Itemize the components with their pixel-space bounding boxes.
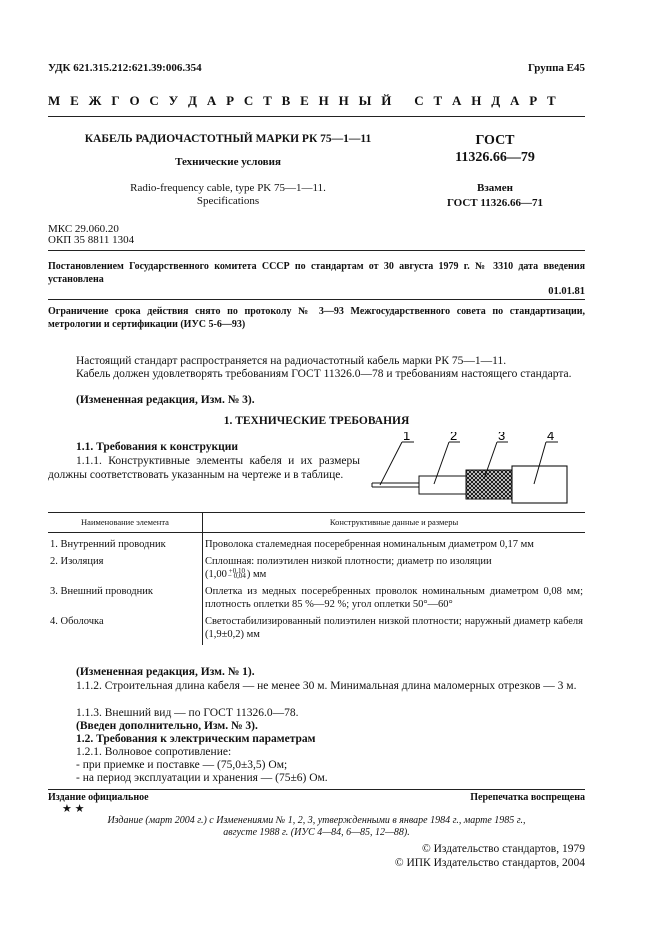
codes-divider [48, 250, 585, 251]
figure-label-4: 4 [547, 432, 555, 443]
row-element-data: Светостабилизированный полиэтилен низкой плотности; наружный диаметр кабеля (1,9±0,2) мм [203, 614, 586, 644]
insulation-formula: (1,00 +0,10 − 0,04) мм [205, 566, 267, 581]
footer-divider [48, 789, 585, 790]
intro-amendment: (Измененная редакция, Изм. № 3). [76, 394, 255, 406]
stars-mark: ★ ★ [62, 803, 85, 815]
mks-code: МКС 29.060.20 [48, 223, 119, 235]
table-header-row [48, 513, 585, 533]
section-1-heading: 1. ТЕХНИЧЕСКИЕ ТРЕБОВАНИЯ [223, 415, 410, 427]
intro-paragraph-2: Кабель должен удовлетворять требованиям ГОСТ 11326.0—78 и требованиям настоящего стандарта. [76, 368, 572, 380]
group-code: Группа Е45 [527, 62, 585, 74]
row-element-data [203, 554, 586, 584]
copyright-2004: © ИПК Издательство стандартов, 2004 [394, 857, 585, 869]
amendment-1: (Измененная редакция, Изм. № 1). [76, 666, 255, 678]
document-subtitle: Технические условия [175, 156, 281, 168]
edition-note-line-2: августе 1988 г. (ИУС 4—84, 6—85, 12—88). [223, 827, 410, 838]
english-title: Radio-frequency cable, type PK 75—1—11. [130, 182, 326, 194]
replaces-value: ГОСТ 11326.66—71 [446, 197, 544, 209]
insulation [419, 476, 469, 494]
replaces-label: Взамен [477, 182, 513, 194]
outer-braid [466, 470, 514, 499]
okp-code: ОКП 35 8811 1304 [48, 234, 135, 246]
table-row [48, 554, 585, 584]
construction-table [48, 512, 585, 645]
insulation-description: Сплошная: полиэтилен низкой плотности; диаметр по изоляции [205, 555, 492, 567]
udk-code: УДК 621.315.212:621.39:006.354 [48, 62, 202, 74]
row-element-name: 3. Внешний проводник [50, 586, 153, 597]
gost-label: ГОСТ [475, 133, 515, 148]
figure-label-2: 2 [450, 432, 458, 443]
header-divider [48, 116, 585, 117]
decree-text: Постановлением Государственного комитета СССР по стандартам от 30 августа 1979 г. № 3310 дата введения установлена [48, 261, 585, 285]
intro-paragraph-1: Настоящий стандарт распространяется на радиочастотный кабель марки РК 75—1—11. [76, 355, 507, 367]
english-subtitle: Specifications [196, 195, 260, 207]
table-row [48, 584, 585, 614]
paragraph-1-1-1: 1.1.1. Конструктивные элементы кабеля и их размеры должны соответствовать указанным на чертеже и в таблице. [48, 455, 360, 482]
edition-note-line-1: Издание (март 2004 г.) с Изменениями № 1, 2, 3, утвержденными в январе 1984 г., марте 1985 г., [107, 815, 526, 826]
subsection-1-1: 1.1. Требования к конструкции [76, 441, 238, 453]
table-row [48, 614, 585, 644]
table-header-element: Наименование элемента [48, 513, 203, 533]
row-element-name: 4. Оболочка [50, 616, 104, 628]
decree-divider [48, 299, 585, 300]
leader-line-1 [380, 442, 402, 485]
table-header-data: Конструктивные данные и размеры [203, 513, 586, 533]
paragraph-1-1-3: 1.1.3. Внешний вид — по ГОСТ 11326.0—78. [76, 707, 299, 719]
official-edition: Издание официальное [48, 792, 149, 803]
table-row [48, 532, 585, 554]
document-title: КАБЕЛЬ РАДИОЧАСТОТНЫЙ МАРКИ РК 75—1—11 [84, 133, 372, 145]
jacket [512, 466, 567, 503]
figure-label-1: 1 [403, 432, 411, 443]
row-element-data: Оплетка из медных посеребренных проволок номинальным диаметром 0,08 мм; плотность оплетки 85 %—92 %; угол оплетки 50°—60° [203, 584, 586, 614]
impedance-acceptance: - при приемке и поставке — (75,0±3,5) Ом; [76, 759, 288, 771]
paragraph-1-1-2: 1.1.2. Строительная длина кабеля — не менее 30 м. Минимальная длина маломерных отрезков — 3 м. [76, 680, 577, 692]
gost-number: 11326.66—79 [455, 150, 535, 165]
row-element-data: Проволока сталемедная посеребренная номинальным диаметром 0,17 мм [203, 532, 586, 554]
standard-banner: М Е Ж Г О С У Д А Р С Т В Е Н Н Ы Й С Т А Н Д А Р Т [48, 93, 560, 108]
impedance-operation: - на период эксплуатации и хранения — (75±6) Ом. [76, 772, 328, 784]
reprint-notice: Перепечатка воспрещена [470, 792, 585, 803]
cable-diagram [366, 432, 586, 510]
paragraph-1-2-1: 1.2.1. Волновое сопротивление: [76, 746, 232, 758]
effective-date: 01.01.81 [548, 286, 585, 297]
row-element-name: 2. Изоляция [50, 555, 104, 567]
figure-label-3: 3 [498, 432, 506, 443]
subsection-1-2: 1.2. Требования к электрическим параметрам [76, 733, 316, 745]
added-note: (Введен дополнительно, Изм. № 3). [76, 720, 258, 732]
row-element-name: 1. Внутренний проводник [50, 538, 166, 550]
copyright-1979: © Издательство стандартов, 1979 [421, 843, 585, 855]
limitation-text: Ограничение срока действия снято по протоколу № 3—93 Межгосударственного совета по стандартизации, метрологии и сертификации (ИУС 5-6—93) [48, 306, 585, 330]
